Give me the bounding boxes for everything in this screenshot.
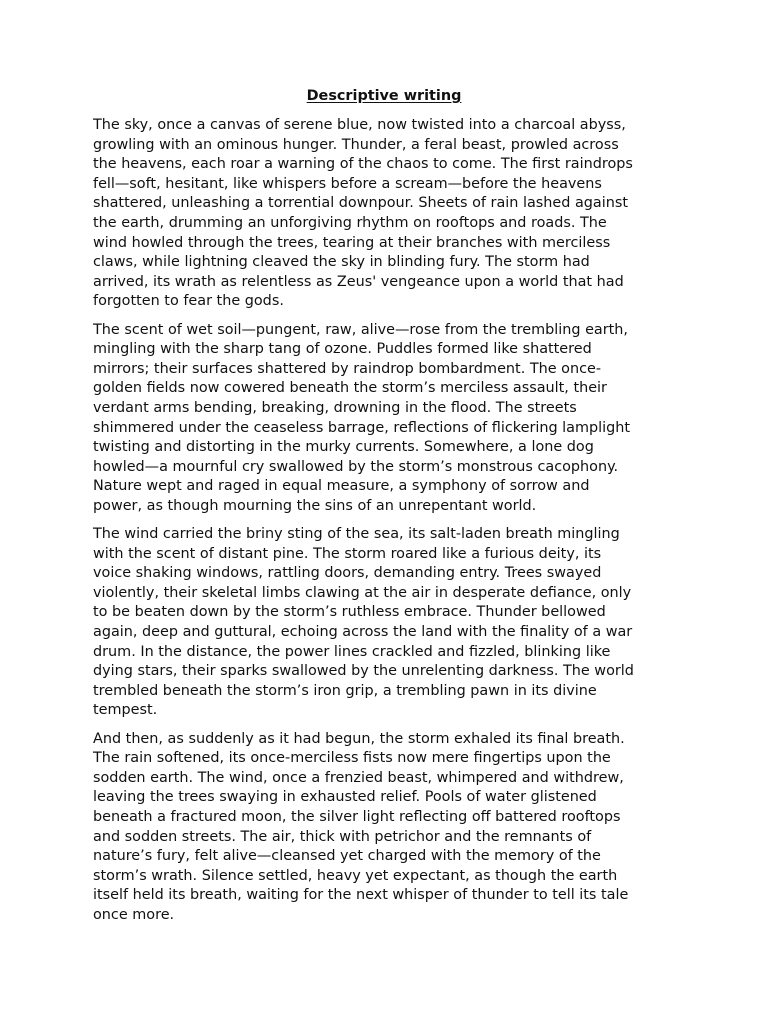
text-line: mingling with the sharp tang of ozone. Puddles formed like shattered	[93, 341, 592, 358]
text-line: tempest.	[93, 702, 158, 719]
text-line: the earth, drumming an unforgiving rhythm on rooftops and roads. The	[93, 214, 607, 231]
text-line: shattered, unleashing a torrential downpour. Sheets of rain lashed against	[93, 195, 628, 212]
text-line: power, as though mourning the sins of an unrepentant world.	[93, 497, 537, 514]
text-line: growling with an ominous hunger. Thunder, a feral beast, prowled across	[93, 136, 619, 153]
text-line: leaving the trees swaying in exhausted relief. Pools of water glistened	[93, 789, 597, 806]
paragraph-3	[93, 525, 677, 721]
text-line: arrived, its wrath as relentless as Zeus' vengeance upon a world that had	[93, 273, 624, 290]
text-line: drum. In the distance, the power lines crackled and fizzled, blinking like	[93, 643, 611, 660]
text-line: twisting and distorting in the murky currents. Somewhere, a lone dog	[93, 439, 594, 456]
text-line: fell—soft, hesitant, like whispers before a scream—before the heavens	[93, 175, 602, 192]
text-line: voice shaking windows, rattling doors, demanding entry. Trees swayed	[93, 565, 602, 582]
text-line: to be beaten down by the storm’s ruthless embrace. Thunder bellowed	[93, 604, 606, 621]
text-line: with the scent of distant pine. The storm roared like a furious deity, its	[93, 545, 602, 562]
text-line: claws, while lightning cleaved the sky in blinding fury. The storm had	[93, 254, 590, 271]
paragraph-4	[93, 730, 677, 926]
text-line: again, deep and guttural, echoing across the land with the finality of a war	[93, 624, 633, 641]
text-line: golden fields now cowered beneath the storm’s merciless assault, their	[93, 380, 607, 397]
text-line: verdant arms bending, breaking, drowning in the flood. The streets	[93, 399, 577, 416]
text-line: dying stars, their sparks swallowed by the unrelenting darkness. The world	[93, 663, 634, 680]
document-body	[93, 116, 677, 934]
text-line: The scent of wet soil—pungent, raw, alive—rose from the trembling earth,	[93, 321, 629, 338]
text-line: and sodden streets. The air, thick with petrichor and the remnants of	[93, 828, 592, 845]
paragraph-1	[93, 116, 677, 312]
text-line: the heavens, each roar a warning of the chaos to come. The first raindrops	[93, 156, 633, 173]
text-line: Nature wept and raged in equal measure, a symphony of sorrow and	[93, 478, 590, 495]
text-line: sodden earth. The wind, once a frenzied beast, whimpered and withdrew,	[93, 769, 624, 786]
text-line: itself held its breath, waiting for the next whisper of thunder to tell its tale	[93, 887, 629, 904]
text-line: The sky, once a canvas of serene blue, now twisted into a charcoal abyss,	[93, 117, 626, 133]
text-line: beneath a fractured moon, the silver light reflecting off battered rooftops	[93, 808, 621, 825]
text-line: nature’s fury, felt alive—cleansed yet charged with the memory of the	[93, 848, 601, 865]
text-line: once more.	[93, 906, 175, 923]
text-line: storm’s wrath. Silence settled, heavy yet expectant, as though the earth	[93, 867, 618, 884]
paragraph-2	[93, 321, 677, 517]
text-line: violently, their skeletal limbs clawing at the air in desperate defiance, only	[93, 584, 632, 601]
text-line: trembled beneath the storm’s iron grip, a trembling pawn in its divine	[93, 682, 597, 699]
document-title: Descriptive writing	[306, 88, 462, 104]
text-line: wind howled through the trees, tearing at their branches with merciless	[93, 234, 611, 251]
text-line: forgotten to fear the gods.	[93, 293, 284, 310]
text-line: mirrors; their surfaces shattered by raindrop bombardment. The once-	[93, 360, 602, 377]
text-line: howled—a mournful cry swallowed by the storm’s monstrous cacophony.	[93, 458, 619, 475]
text-line: shimmered under the ceaseless barrage, reflections of flickering lamplight	[93, 419, 631, 436]
text-line: The wind carried the briny sting of the sea, its salt-laden breath mingling	[93, 526, 620, 543]
text-line: The rain softened, its once-merciless fists now mere fingertips upon the	[93, 750, 611, 767]
text-line: And then, as suddenly as it had begun, the storm exhaled its final breath.	[93, 730, 625, 747]
